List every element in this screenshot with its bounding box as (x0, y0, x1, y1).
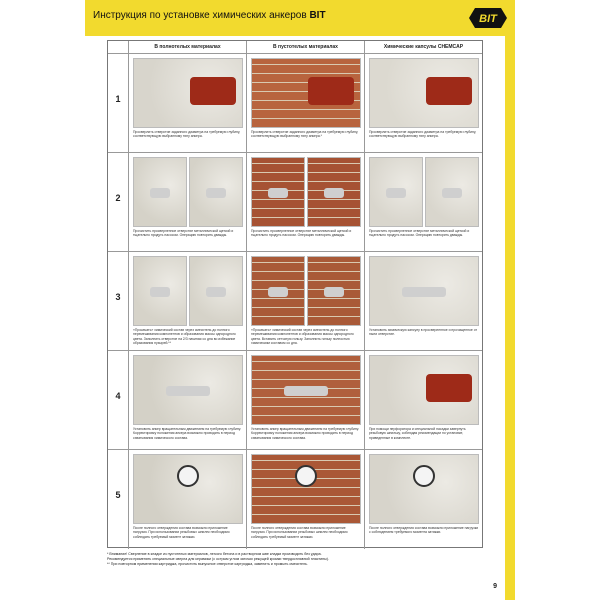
footnote-1b: Рекомендуется применять специальные сверла для керамики (с острым углом заточки режущей кромки твердосплавной пластины). (107, 556, 329, 561)
step-cell (128, 450, 246, 549)
torque-gauge-icon (295, 465, 317, 487)
installation-photo (369, 256, 479, 326)
step-caption: Прочистить просверленное отверстие металлической щеткой и тщательно продуть насосом. Операцию повторить дважды. (369, 229, 470, 238)
step-cell (128, 54, 246, 153)
step-caption: Установить анкер вращательным движением на требуемую глубину. Корректировку положения анкера возможно проводить в период схватывания химического состава. (251, 427, 360, 440)
footnote-2: ** При повторном применении картриджа, прочистить выпускное отверстие картриджа, заменить и промыть смеситель. (107, 561, 308, 566)
step-row (108, 350, 482, 449)
footnotes (107, 552, 487, 566)
step-cell (246, 153, 364, 252)
step-caption: После полного отверждения состава возможно приложение нагрузки с соблюдением требуемого момента затяжки. (369, 526, 479, 535)
drill-icon (426, 374, 472, 402)
step-caption: Просверлить отверстие заданного диаметра на требуемую глубину, соответствующую выбранному типу анкера. (133, 130, 241, 139)
installation-photo (189, 157, 243, 227)
header-bar (85, 0, 515, 36)
step-cell (246, 252, 364, 351)
installation-photo (133, 454, 243, 524)
step-caption: Просверлить отверстие заданного диаметра на требуемую глубину, соответствующую выбранному типу анкера. (369, 130, 477, 139)
tool-icon (206, 287, 227, 297)
step-number: 4 (115, 391, 121, 401)
installation-photo (307, 256, 361, 326)
instruction-table (107, 40, 483, 548)
column-header-hollow: В пустотелых материалах (246, 41, 364, 53)
drill-icon (426, 77, 472, 105)
tool-icon (386, 188, 407, 198)
installation-photo (133, 355, 243, 425)
step-caption: После полного отверждения состава возможно приложение нагрузки. При использовании резьбовых шпилек необходимо соблюдать требуемый момент затяжки. (133, 526, 230, 539)
installation-photo (251, 58, 361, 128)
drill-icon (308, 77, 354, 105)
page-title (93, 10, 326, 21)
installation-photo (133, 157, 187, 227)
step-cell (364, 450, 482, 549)
step-caption: «Прокачать» химический состав через смеситель до полного перемешивания компонентов и образования массы однородного цвета. Заполнить отверстие на 2/3 начиная со дна во избежание образования пузырей.** (133, 328, 236, 345)
step-caption: Установить анкер вращательным движением на требуемую глубину. Корректировку положения анкера возможно проводить в период схватывания химического состава. (133, 427, 242, 440)
step-row (108, 53, 482, 152)
step-caption: Прочистить просверленное отверстие металлической щеткой и тщательно продуть насосом. Операцию повторить дважды. (133, 229, 234, 238)
installation-photo (369, 58, 479, 128)
step-caption: Просверлить отверстие заданного диаметра на требуемую глубину, соответствующую выбранному типу анкера.* (251, 130, 359, 139)
tool-icon (150, 287, 171, 297)
step-cell (364, 54, 482, 153)
installation-photo (251, 355, 361, 425)
step-caption: При помощи перфоратора и специальной насадки завернуть резьбовую шпильку, соблюдая рекомендации по установке, приведенные в комплекте. (369, 427, 466, 440)
installation-photo (369, 355, 479, 425)
drill-icon (190, 77, 236, 105)
torque-gauge-icon (177, 465, 199, 487)
tool-icon (324, 287, 345, 297)
tool-icon (166, 386, 209, 396)
step-cell (246, 351, 364, 450)
step-row (108, 251, 482, 350)
step-number: 3 (115, 292, 121, 302)
installation-photo (133, 256, 187, 326)
installation-photo (307, 157, 361, 227)
torque-gauge-icon (413, 465, 435, 487)
installation-photo (133, 58, 243, 128)
step-caption: После полного отверждения состава возможно приложение нагрузки. При использовании резьбовых шпилек необходимо соблюдать требуемый момент затяжки. (251, 526, 348, 539)
installation-photo (251, 454, 361, 524)
step-cell (364, 252, 482, 351)
step-cell (246, 54, 364, 153)
footnote-1: * Внимание! Сверление в кладке из пустотелых материалов, легкого бетона и в растворном шве кладки производить без удара. (107, 552, 322, 556)
tool-icon (268, 188, 289, 198)
bit-logo (469, 4, 507, 32)
step-caption: Установить химическую капсулу в просверленное и прочищенное от пыли отверстие. (369, 328, 478, 337)
tool-icon (284, 386, 327, 396)
installation-photo (251, 256, 305, 326)
column-header-solid: В полнотелых материалах (128, 41, 246, 53)
step-row (108, 152, 482, 251)
step-cell (364, 351, 482, 450)
side-stripe (505, 36, 515, 600)
page-number: 9 (493, 583, 497, 590)
step-caption: «Прокачать» химический состав через смеситель до полного перемешивания компонентов и образования массы однородного цвета. Вставить сетчатую гильзу. Заполнить гильзу полностью химическим составом со дна. (251, 328, 354, 345)
logo-text: BIT (479, 13, 497, 25)
step-number: 5 (115, 490, 121, 500)
tool-icon (268, 287, 289, 297)
installation-photo (189, 256, 243, 326)
instruction-page (85, 0, 515, 600)
installation-photo (369, 157, 423, 227)
tool-icon (206, 188, 227, 198)
installation-photo (425, 157, 479, 227)
tool-icon (402, 287, 445, 297)
step-cell (364, 153, 482, 252)
step-number: 1 (115, 94, 121, 104)
tool-icon (324, 188, 345, 198)
step-number: 2 (115, 193, 121, 203)
installation-photo (251, 157, 305, 227)
title-brand: BIT (309, 10, 326, 21)
tool-icon (150, 188, 171, 198)
step-cell (246, 450, 364, 549)
column-header-chemcap: Химические капсулы CHEMCAP (364, 41, 482, 53)
tool-icon (442, 188, 463, 198)
installation-photo (369, 454, 479, 524)
step-cell (128, 252, 246, 351)
title-text: Инструкция по установке химических анкеров (93, 10, 307, 21)
step-cell (128, 351, 246, 450)
step-row (108, 449, 482, 548)
step-cell (128, 153, 246, 252)
step-caption: Прочистить просверленное отверстие металлической щеткой и тщательно продуть насосом. Операцию повторить дважды. (251, 229, 352, 238)
